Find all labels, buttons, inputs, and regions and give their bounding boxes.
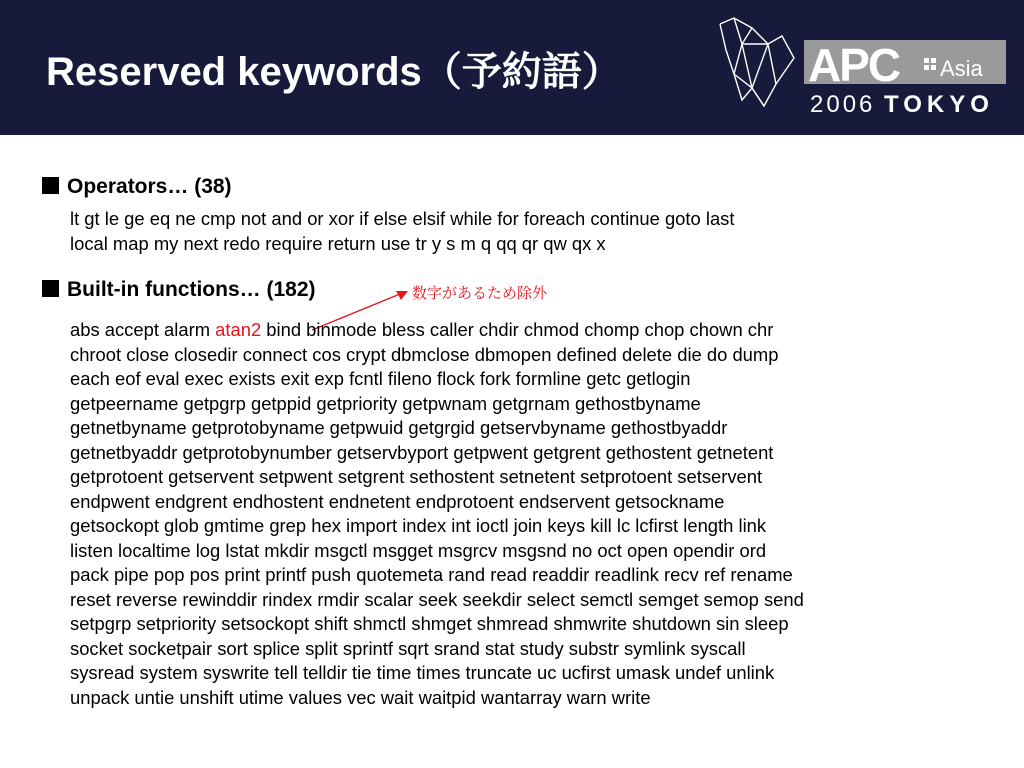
builtins-heading-text: Built-in functions… (182) — [67, 278, 316, 301]
apc-asia-2006-tokyo-logo — [712, 14, 1012, 124]
builtins-line: sysread system syswrite tell telldir tie time times truncate uc ucfirst umask undef unlink — [70, 662, 775, 683]
logo-city-text: TOKYO — [884, 91, 994, 118]
builtins-line: reset reverse rewinddir rindex rmdir scalar seek seekdir select semctl semget semop send — [70, 588, 804, 610]
builtins-line: setpgrp setpriority setsockopt shift shmctl shmget shmread shmwrite shutdown sin sleep — [70, 613, 789, 634]
builtins-list — [70, 318, 990, 710]
operators-heading — [42, 176, 232, 197]
builtins-line-1-end: bind binmode bless caller chdir chmod chomp chop chown chr — [261, 319, 774, 340]
builtins-line: each eof eval exec exists exit exp fcntl fileno flock fork formline getc getlogin — [70, 368, 691, 389]
builtins-line: listen localtime log lstat mkdir msgctl msgget msgrcv msgsnd no oct open opendir ord — [70, 539, 767, 561]
slide-header — [0, 0, 1024, 135]
square-bullet-icon — [42, 177, 59, 194]
logo-year-text: 2006 — [810, 91, 876, 118]
slide-title: Reserved keywords（予約語） — [46, 50, 622, 94]
builtins-line: getsockopt glob gmtime grep hex import index int ioctl join keys kill lc lcfirst length link — [70, 515, 767, 536]
builtins-line: endpwent endgrent endhostent endnetent endprotoent endservent getsockname — [70, 490, 725, 512]
builtins-line: getprotoent getservent setpwent setgrent sethostent setnetent setprotoent setservent — [70, 466, 763, 487]
builtins-line: chroot close closedir connect cos crypt dbmclose dbmopen defined delete die do dump — [70, 343, 779, 365]
builtins-line: socket socketpair sort splice split sprintf sqrt srand stat study substr symlink syscall — [70, 637, 746, 659]
logo-apc-text: APC — [808, 39, 900, 91]
builtins-line: getnetbyaddr getprotobynumber getservbyport getpwent getgrent gethostent getnetent — [70, 441, 774, 463]
operators-line-2: local map my next redo require return use tr y s m q qq qr qw qx x — [70, 232, 606, 254]
exclusion-note: 数字があるため除外 — [412, 284, 548, 302]
builtins-line-1-start: abs accept alarm — [70, 319, 216, 340]
operators-heading-text: Operators… (38) — [67, 175, 232, 198]
builtins-line: getnetbyname getprotobyname getpwuid getgrgid getservbyname gethostbyaddr — [70, 417, 728, 438]
operators-list — [70, 207, 990, 256]
logo-asia-text: Asia — [940, 56, 983, 81]
origami-bird-icon — [720, 18, 794, 106]
operators-line-1: lt gt le ge eq ne cmp not and or xor if else elsif while for foreach continue goto last — [70, 208, 735, 229]
square-bullet-icon — [42, 280, 59, 297]
builtins-line-1 — [70, 318, 990, 343]
builtins-line: pack pipe pop pos print printf push quotemeta rand read readdir readlink recv ref rename — [70, 564, 793, 585]
atan2-highlight: atan2 — [215, 319, 262, 340]
builtins-line: unpack untie unshift utime values vec wait waitpid wantarray warn write — [70, 686, 651, 708]
builtins-line: getpeername getpgrp getppid getpriority getpwnam getgrnam gethostbyname — [70, 392, 701, 414]
builtins-heading — [42, 279, 316, 300]
